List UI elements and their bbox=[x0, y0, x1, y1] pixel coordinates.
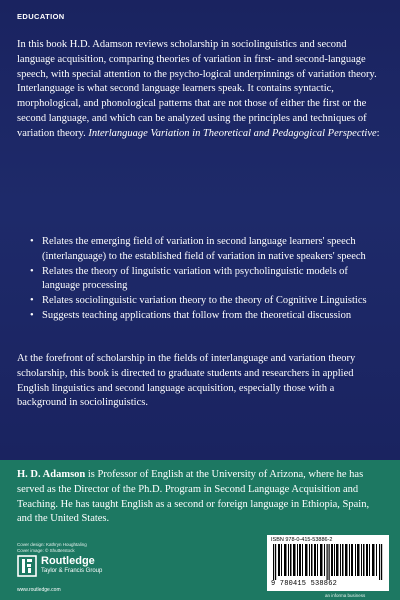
publisher-name: Routledge bbox=[41, 555, 95, 567]
feature-item: • Relates the theory of linguistic variation with psycholinguistic models of language processing bbox=[30, 265, 370, 295]
book-title-italic: Interlanguage Variation in Theoretical and Pedagogical Perspective bbox=[88, 127, 377, 139]
isbn-label: ISBN 978-0-415-53886-2 bbox=[271, 537, 333, 543]
feature-item: • Relates the emerging field of variation in second language learners' speech (interlanguage) to the established field of variation in native speakers' speech bbox=[30, 235, 370, 265]
blurb-text: In this book H.D. Adamson reviews scholarship in sociolinguistics and second language acquisition, comparing theories of variation in first- and second-language speech, with special attention to the psycho-logical underpinnings of variation theory. Interlanguage is what second language learners speak. It contains syntactic, morphological, and phonological patterns that are not those of either the first or the second language, and which can be analyzed using the principles and techniques of variation theory. bbox=[17, 39, 377, 139]
isbn-barcode bbox=[267, 535, 389, 591]
barcode-digits: 9 780415 538862 bbox=[271, 580, 338, 588]
barcode-icon bbox=[271, 544, 385, 580]
blurb-paragraph: In this book H.D. Adamson reviews scholarship in sociolinguistics and second language acquisition, comparing theories of variation in first- and second-language speech, with special attention to the psycho-logical underpinnings of variation theory. Interlanguage is what second language learners speak. It contains syntactic, morphological, and phonological patterns that are not those of either the first or the second language, and which can be analyzed using the principles and techniques of variation theory. Interlanguage Variation in Theoretical and Pedagogical Perspective: bbox=[17, 39, 380, 139]
author-bio bbox=[17, 468, 383, 527]
feature-list bbox=[30, 235, 370, 324]
cover-image-credit: Cover image: © Shutterstock bbox=[17, 548, 75, 553]
informa-tagline: an informa business bbox=[325, 593, 366, 598]
feature-item: • Suggests teaching applications that follow from the theoretical discussion bbox=[30, 309, 370, 324]
closing-paragraph: At the forefront of scholarship in the fields of interlanguage and variation theory scholarship, this book is directed to graduate students and researchers in applied English linguistics and second language acquisition, especially those with a background in sociolinguistics. bbox=[17, 353, 356, 409]
feature-item: • Relates sociolinguistic variation theory to the theory of Cognitive Linguistics bbox=[30, 294, 370, 309]
cover-credits bbox=[17, 542, 87, 554]
author-bio-text: is Professor of English at the University of Arizona, where he has served as the Director of the Ph.D. Program in Second Language Acquisition and Teaching. He has taught English as a second or foreign language in Ethiopia, Spain, and the United States. bbox=[17, 469, 370, 525]
publisher-block bbox=[17, 555, 167, 595]
routledge-logo-icon bbox=[17, 555, 37, 577]
category-label: EDUCATION bbox=[17, 12, 65, 21]
cover-design-credit: Cover design: Kathryn Houghtaling bbox=[17, 542, 87, 547]
publisher-url: www.routledge.com bbox=[17, 587, 61, 593]
publisher-group: Taylor & Francis Group bbox=[41, 568, 103, 574]
author-name: H. D. Adamson bbox=[17, 469, 86, 480]
author-panel bbox=[0, 460, 400, 600]
